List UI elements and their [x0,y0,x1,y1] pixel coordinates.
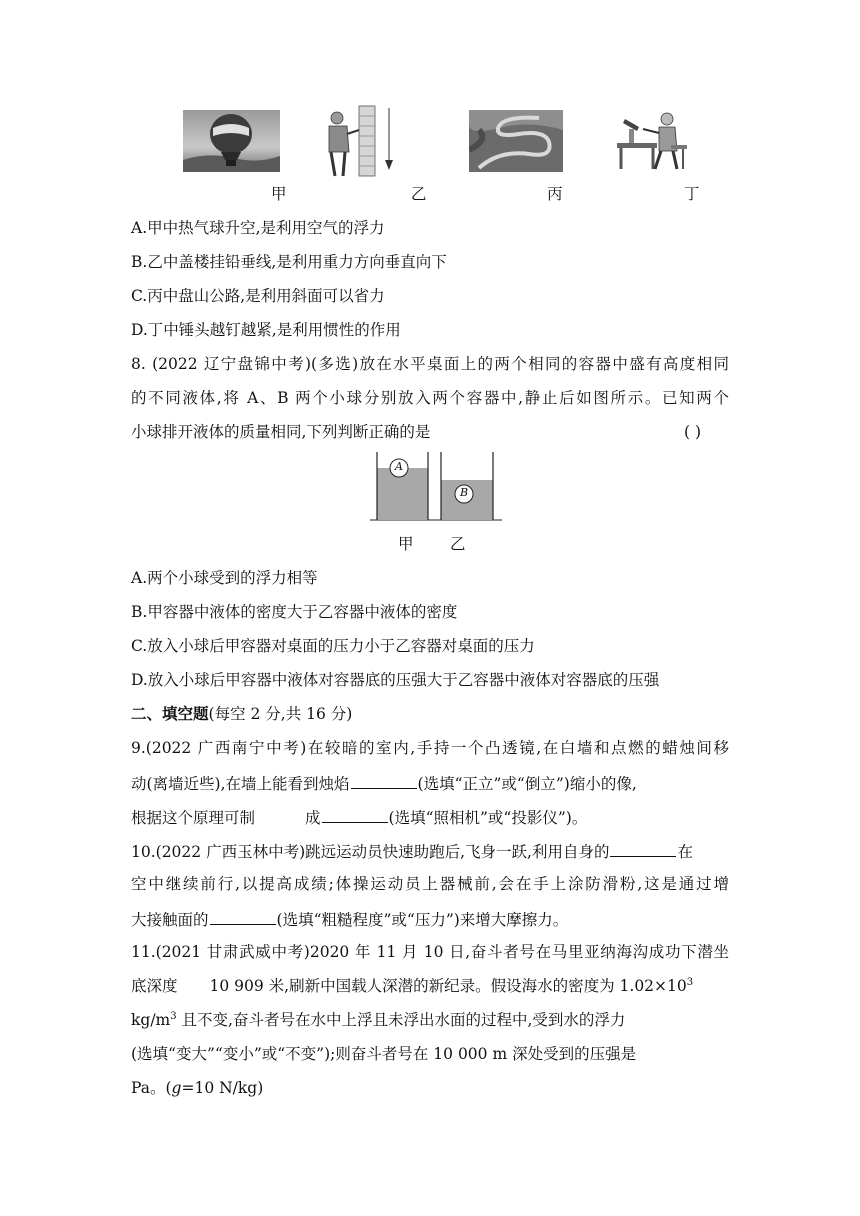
section-title: 二、填空题 [131,704,209,723]
q7-caption-ding: 丁 [684,185,700,203]
q9-line1: 9.(2022 广西南宁中考)在较暗的室内,手持一个凸透镜,在白墙和点燃的蜡烛间移 [131,739,729,757]
q7-option-b: B.乙中盖楼挂铅垂线,是利用重力方向垂直向下 [131,253,447,271]
q8-option-c: C.放入小球后甲容器对桌面的压力小于乙容器对桌面的压力 [131,637,535,655]
q8-container-figure [370,452,502,524]
q10-line2: 空中继续前行,以提高成绩;体操运动员上器械前,会在手上涂防滑粉,这是通过增 [131,875,729,893]
q11-line3 [131,1010,625,1030]
q10-text: 大接触面的 [131,911,209,929]
q8-option-a: A.两个小球受到的浮力相等 [131,569,318,587]
ball-b-label: B [460,486,469,499]
q8-stem-line3: 小球排开液体的质量相同,下列判断正确的是 [131,423,431,441]
section-heading [131,704,352,724]
q8-answer-bracket: ( ) [684,423,702,441]
q11-line4: (选填“变大”“变小”或“不变”);则奋斗者号在 10 000 m 深处受到的压强是 [131,1045,637,1063]
q11-text: 且不变,奋斗者号在水中上浮且未浮出水面的过程中,受到水的浮力 [176,1011,626,1029]
q9-blank-1[interactable] [351,772,417,789]
q9-text: (选填“正立”或“倒立”)缩小的像, [417,775,637,793]
q11-text: 10 909 米,刷新中国载人深潜的新纪录。假设海水的密度为 1.02×10 [209,977,687,995]
q8-caption-jia: 甲 [398,535,414,553]
q8-option-b: B.甲容器中液体的密度大于乙容器中液体的密度 [131,603,458,621]
q7-caption-jia: 甲 [271,185,287,203]
q7-image-yi [325,104,397,178]
q10-text: 10.(2022 广西玉林中考)跳远运动员快速助跑后,飞身一跃,利用自身的 [131,843,610,861]
q7-option-a: A.甲中热气球升空,是利用空气的浮力 [131,219,385,237]
q10-text: 在 [677,843,693,861]
ball-a-label: A [395,460,403,473]
q10-line1 [131,840,693,862]
q9-blank-2[interactable] [322,806,388,823]
q9-line2 [131,772,637,794]
q11-text: Pa。( [131,1079,172,1097]
q10-blank-1[interactable] [610,840,676,857]
q11-text: kg/m [131,1011,171,1029]
q10-line3 [131,908,568,930]
q7-image-jia [183,110,280,172]
q11-exponent: 3 [170,1010,177,1022]
q7-option-d: D.丁中锤头越钉越紧,是利用惯性的作用 [131,321,401,339]
q9-text: 成 [305,809,321,827]
q8-option-d: D.放入小球后甲容器中液体对容器底的压强大于乙容器中液体对容器底的压强 [131,671,660,689]
q11-text: 底深度 [131,977,178,995]
q8-stem-line2: 的不同液体,将 A、B 两个小球分别放入两个容器中,静止后如图所示。已知两个 [131,389,729,407]
q11-exponent: 3 [686,976,694,988]
q7-option-c: C.丙中盘山公路,是利用斜面可以省力 [131,287,385,305]
q8-caption-yi: 乙 [450,535,466,553]
q11-line2 [131,976,693,996]
q10-blank-2[interactable] [210,908,276,925]
q7-image-bing [469,110,563,172]
q11-text: =10 N/kg) [181,1079,264,1097]
q7-caption-yi: 乙 [411,185,427,203]
q9-text: 根据这个原理可制 [131,809,256,827]
q7-image-ding [615,107,689,171]
q11-text: g [171,1079,182,1097]
q10-text: (选填“粗糙程度”或“压力”)来增大摩擦力。 [276,911,569,929]
q9-text: 动(离墙近些),在墙上能看到烛焰 [131,775,350,793]
q11-line1: 11.(2021 甘肃武威中考)2020 年 11 月 10 日,奋斗者号在马里亚纳海沟成功下潜坐 [131,943,729,961]
q8-stem-line1: 8. (2022 辽宁盘锦中考)(多选)放在水平桌面上的两个相同的容器中盛有高度相同 [131,355,729,373]
q9-text: (选填“照相机”或“投影仪”)。 [388,809,588,827]
q7-caption-bing: 丙 [547,185,563,203]
q9-line3 [131,806,587,828]
q11-line5 [131,1078,263,1098]
section-note: (每空 2 分,共 16 分) [208,705,353,723]
